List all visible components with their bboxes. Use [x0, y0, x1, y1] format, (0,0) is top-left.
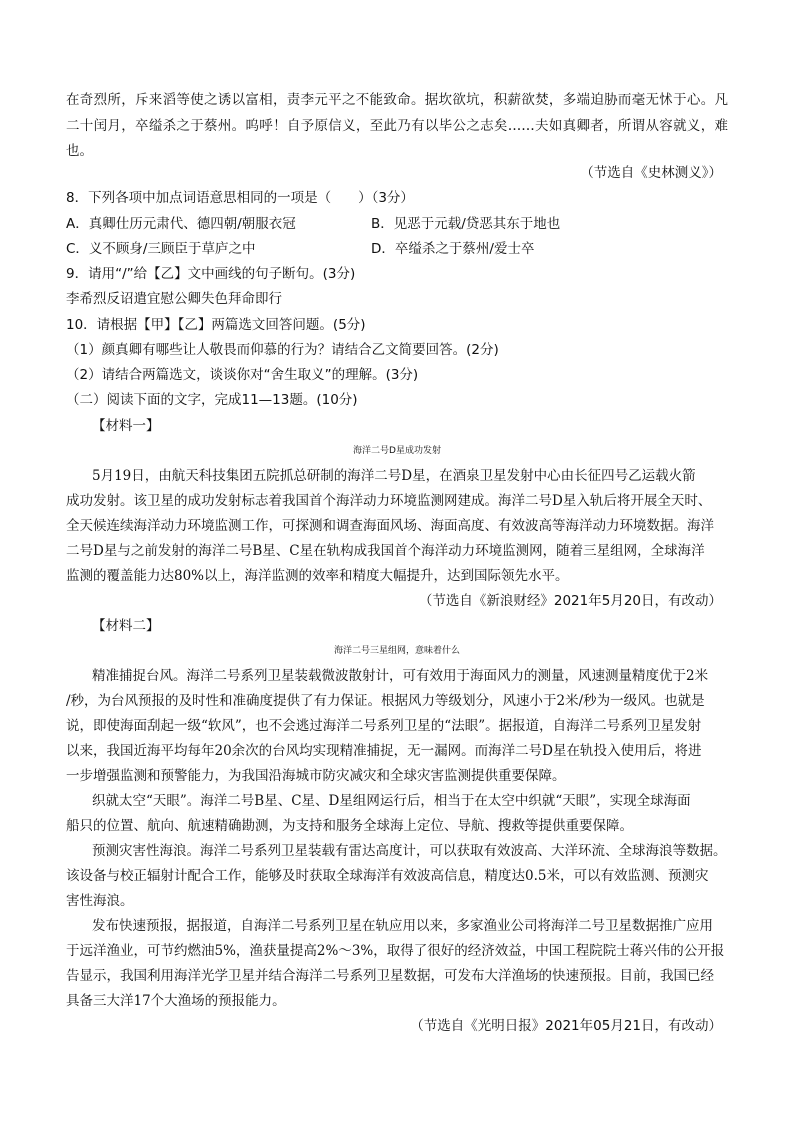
material2-para1-line-2: /秒，为台风预报的及时性和准确度提供了有力保证。根据风力等级划分，风速小于2米/秒为一级风。也就是 [66, 693, 705, 709]
material2-source: （节选自《光明日报》2021年05月21日，有改动） [410, 1018, 722, 1034]
q10-sub2: （2）请结合两篇选文，谈谈你对“舍生取义”的理解。(3分) [66, 367, 419, 383]
q8-option-b: B．见恶于元载/贷恶其东于地也 [371, 216, 561, 232]
material2-para4-line-4: 具备三大洋17个大渔场的预报能力。 [66, 993, 286, 1009]
material1-label: 【材料一】 [92, 418, 160, 434]
material2-para2-line-1: 织就太空“天眼”。海洋二号B星、C星、D星组网运行后，相当于在太空中织就“天眼”，实现全球海面 [92, 793, 691, 809]
material2-para4-line-2: 于远洋渔业，可节约燃油5%，渔获量提高2%～3%，取得了很好的经济效益，中国工程院院士蒋兴伟的公开报 [66, 943, 725, 959]
passage-line-3: 也。 [66, 143, 93, 159]
material2-para2-line-2: 船只的位置、航向、航速精确勘测，为支持和服务全球海上定位、导航、搜救等提供重要保障。 [66, 818, 633, 834]
material1-line-1: 5月19日，由航天科技集团五院抓总研制的海洋二号D星，在酒泉卫星发射中心由长征四号乙运载火箭 [92, 468, 696, 484]
material2-para4-line-1: 发布快速预报，据报道，自海洋二号系列卫星在轨应用以来，多家渔业公司将海洋二号卫星数据推广应用 [92, 918, 713, 934]
material1-title: 海洋二号D星成功发射 [353, 446, 441, 456]
material2-para3-line-1: 预测灾害性海浪。海洋二号系列卫星装载有雷达高度计，可以获取有效波高、大洋环流、全球海浪等数据。 [92, 843, 727, 859]
material2-para1-line-1: 精准捕捉台风。海洋二号系列卫星装载微波散射计，可有效用于海面风力的测量，风速测量精度优于2米 [92, 668, 709, 684]
q10-sub1: （1）颜真卿有哪些让人敬畏而仰慕的行为？请结合乙文简要回答。(2分) [66, 342, 499, 358]
q10-stem: 10．请根据【甲】【乙】两篇选文回答问题。(5分) [66, 317, 366, 333]
q8-option-a: A．真卿仕历元肃代、德四朝/朝服衣冠 [66, 216, 296, 232]
material1-source: （节选自《新浪财经》2021年5月20日，有改动） [418, 593, 722, 609]
section2-title: （二）阅读下面的文字，完成11—13题。(10分) [66, 392, 358, 408]
material2-para3-line-2: 该设备与校正辐射计配合工作，能够及时获取全球海洋有效波高信息，精度达0.5米，可以有效监测、预测灾 [66, 868, 709, 884]
material2-para4-line-3: 告显示，我国利用海洋光学卫星并结合海洋二号系列卫星数据，可发布大洋渔场的快速预报。目前，我国已经 [66, 968, 714, 984]
material1-line-2: 成功发射。该卫星的成功发射标志着我国首个海洋动力环境监测网建成。海洋二号D星入轨后将开展全天时、 [66, 493, 712, 509]
material1-line-3: 全天候连续海洋动力环境监测工作，可探测和调查海面风场、海面高度、有效波高等海洋动力环境数据。海洋 [66, 518, 714, 534]
q8-stem: 8．下列各项中加点词语意思相同的一项是（ ）（3分） [66, 190, 414, 206]
material1-line-4: 二号D星与之前发射的海洋二号B星、C星在轨构成我国首个海洋动力环境监测网，随着三星组网，全球海洋 [66, 543, 705, 559]
q8-option-d: D．卒缢杀之于蔡州/爱士卒 [371, 241, 535, 257]
q9-stem: 9．请用“/”给【乙】文中画线的句子断句。(3分) [66, 266, 356, 282]
passage-line-2: 二十闰月，卒缢杀之于蔡州。呜呼！自予原信义，至此乃有以毕公之志矣……夫如真卿者，所谓从容就义，难 [66, 118, 728, 134]
material2-para1-line-3: 说，即使海面刮起一级“软风”，也不会逃过海洋二号系列卫星的“法眼”。据报道，自海洋二号系列卫星发射 [66, 718, 702, 734]
material1-line-5: 监测的覆盖能力达80%以上，海洋监测的效率和精度大幅提升，达到国际领先水平。 [66, 568, 569, 584]
material2-title: 海洋二号三星组网，意味着什么 [333, 646, 460, 656]
material2-para1-line-5: 一步增强监测和预警能力，为我国沿海城市防灾减灾和全球灾害监测提供重要保障。 [66, 768, 566, 784]
material2-para1-line-4: 以来，我国近海平均每年20余次的台风均实现精准捕捉，无一漏网。而海洋二号D星在轨投入使用后，将进 [66, 743, 702, 759]
material2-label: 【材料二】 [92, 618, 160, 634]
passage-source: （节选自《史林测义》） [580, 165, 722, 181]
passage-line-1: 在奇烈所，斥来滔等使之诱以富相，责李元平之不能致命。据坎欲坑，积薪欲焚，多端迫胁而毫无怵于心。凡 [66, 92, 728, 108]
material2-para3-line-3: 害性海浪。 [66, 893, 134, 909]
q9-sentence: 李希烈反诏遣宜慰公卿失色拜命即行 [66, 291, 282, 307]
q8-option-c: C．义不顾身/三顾臣于草庐之中 [66, 241, 256, 257]
